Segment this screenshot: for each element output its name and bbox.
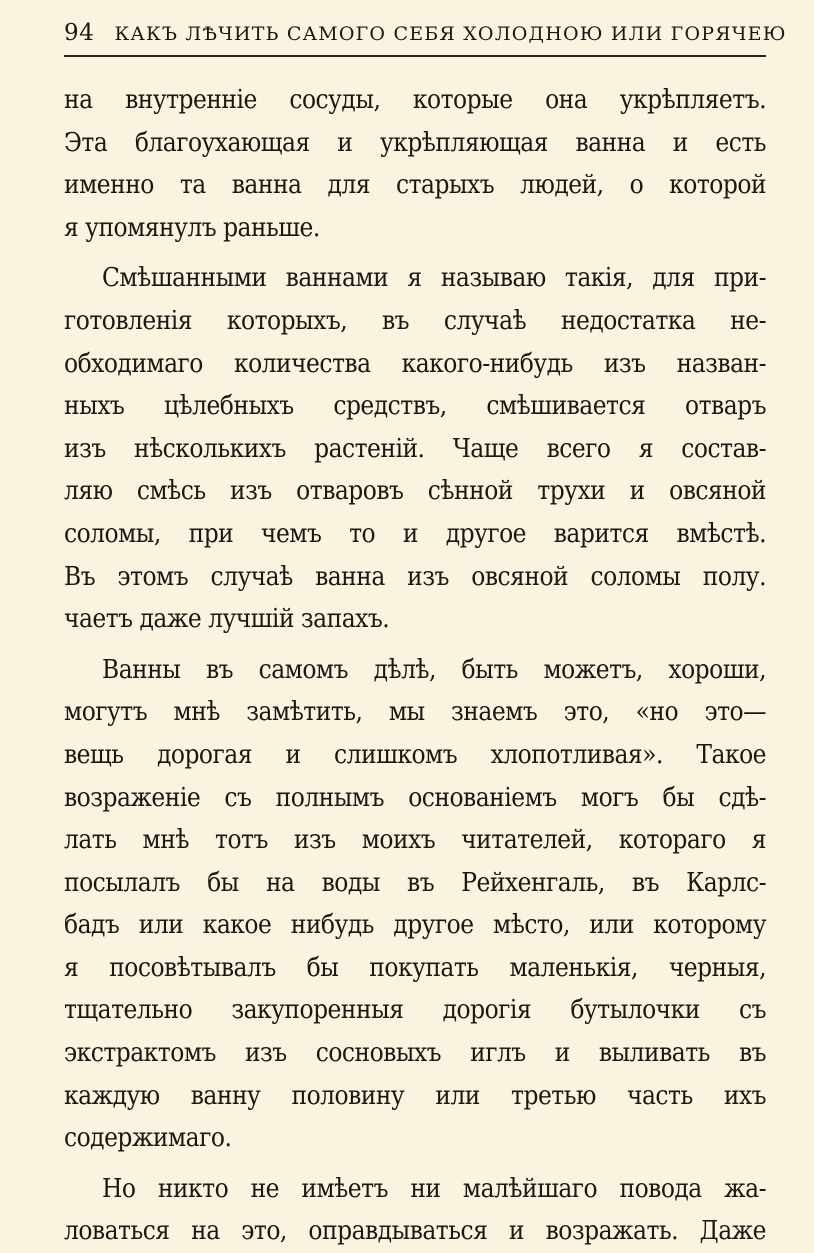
- running-title: КАКЪ ЛѢЧИТЬ САМОГО СЕБЯ ХОЛОДНОЮ ИЛИ ГОРЯЧЕЮ: [114, 23, 787, 45]
- text-line: Смѣшанными ваннами я называю такія, для при-: [102, 263, 766, 294]
- text-line: именно та ванна для старыхъ людей, о которой: [64, 170, 766, 201]
- text-line: могутъ мнѣ замѣтить, мы знаемъ это, «но это—: [64, 697, 766, 728]
- paragraph-gap: [64, 641, 766, 649]
- running-head: [64, 20, 787, 46]
- text-line: я посовѣтывалъ бы покупать маленькія, черныя,: [64, 952, 766, 983]
- text-line: тщательно закупоренныя дорогія бутылочки съ: [64, 995, 766, 1026]
- text-line: ловаться на это, оправдываться и возражать. Даже: [64, 1216, 766, 1247]
- text-line: чаетъ даже лучшій запахъ.: [64, 604, 390, 635]
- text-line: обходимаго количества какого-нибудь изъ назван-: [64, 348, 766, 379]
- text-line: Въ этомъ случаѣ ванна изъ овсяной соломы полу.: [64, 561, 766, 592]
- text-line: содержимаго.: [64, 1123, 232, 1154]
- text-line: Эта благоухающая и укрѣпляющая ванна и есть: [64, 127, 766, 158]
- text-line: изъ нѣсколькихъ растеній. Чаще всего я состав-: [64, 433, 766, 464]
- text-line: лать мнѣ тотъ изъ моихъ читателей, котораго я: [64, 825, 766, 856]
- text-line: бадъ или какое нибудь другое мѣсто, или которому: [64, 910, 766, 941]
- text-line: соломы, при чемъ то и другое варится вмѣстѣ.: [64, 518, 766, 549]
- text-line: посылалъ бы на воды въ Рейхенгаль, въ Карлс-: [64, 867, 766, 898]
- text-line: на внутренніе сосуды, которые она укрѣпляетъ.: [64, 85, 766, 115]
- text-line: готовленія которыхъ, въ случаѣ недостатка не-: [64, 305, 766, 336]
- header-rule: [64, 55, 766, 57]
- text-line: каждую ванну половину или третью часть ихъ: [64, 1080, 766, 1111]
- text-line: Но никто не имѣетъ ни малѣйшаго повода жа-: [102, 1173, 766, 1204]
- text-line: вещь дорогая и слишкомъ хлопотливая». Такое: [64, 739, 766, 770]
- text-line: возраженіе съ полнымъ основаніемъ могъ бы сдѣ-: [64, 782, 766, 813]
- text-line: ныхъ цѣлебныхъ средствъ, смѣшивается отваръ: [64, 391, 766, 422]
- text-line: я упомянулъ раньше.: [64, 212, 320, 243]
- text-line: ляю смѣсь изъ отваровъ сѣнной трухи и овсяной: [64, 476, 766, 507]
- text-line: Ванны въ самомъ дѣлѣ, быть можетъ, хороши,: [102, 654, 766, 685]
- text-line: экстрактомъ изъ сосновыхъ иглъ и выливать въ: [64, 1038, 766, 1069]
- page-number: 94: [64, 20, 95, 46]
- paragraph-gap: [64, 1160, 766, 1168]
- paragraph-gap: [64, 249, 766, 257]
- body-text: [64, 79, 766, 1253]
